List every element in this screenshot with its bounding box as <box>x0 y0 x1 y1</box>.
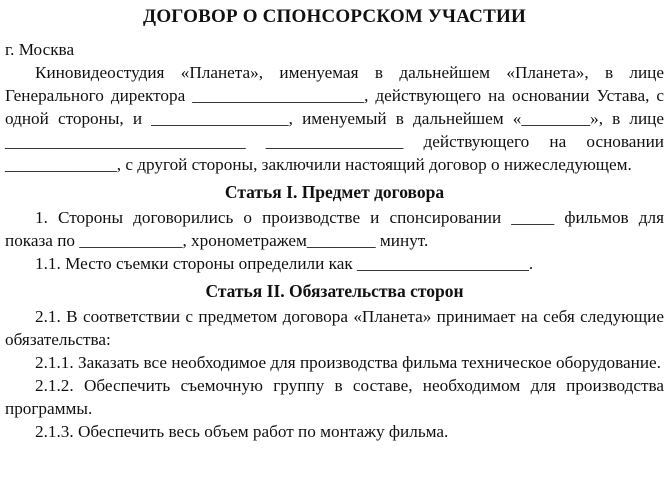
section-1-heading: Статья I. Предмет договора <box>224 182 445 202</box>
section-2-paragraph-1: 2.1. В соответствии с предметом договора «Планета» принимает на себя следующие обязательства: <box>5 307 664 349</box>
section-2-paragraph-4: 2.1.3. Обеспечить весь объем работ по монтажу фильма. <box>35 422 449 441</box>
section-2-paragraph-2: 2.1.1. Заказать все необходимое для производства фильма техническое оборудование. <box>35 353 661 372</box>
section-1-paragraph-1: 1. Стороны договорились о производстве и спонсировании _____ фильмов для показа по ____________, хронометражем________ минут. <box>5 208 664 250</box>
city-line: г. Москва <box>5 40 75 59</box>
document-title: ДОГОВОР О СПОНСОРСКОМ УЧАСТИИ <box>143 6 526 27</box>
section-1-paragraph-2: 1.1. Место съемки стороны определили как ____________________. <box>35 254 534 273</box>
preamble-paragraph: Киновидеостудия «Планета», именуемая в дальнейшем «Планета», в лице Генерального директора ____________________, действующего на основании Устава, с одной стороны, и ________________, именуемый в дальнейшем «________», в лице ____________________________ ________________ действующего на основании _____________, с другой стороны, заключили настоящий договор о нижеследующем. <box>5 63 664 174</box>
section-2-paragraph-3: 2.1.2. Обеспечить съемочную группу в составе, необходимом для производства программы. <box>5 376 664 418</box>
section-2-heading: Статья II. Обязательства сторон <box>205 281 464 301</box>
